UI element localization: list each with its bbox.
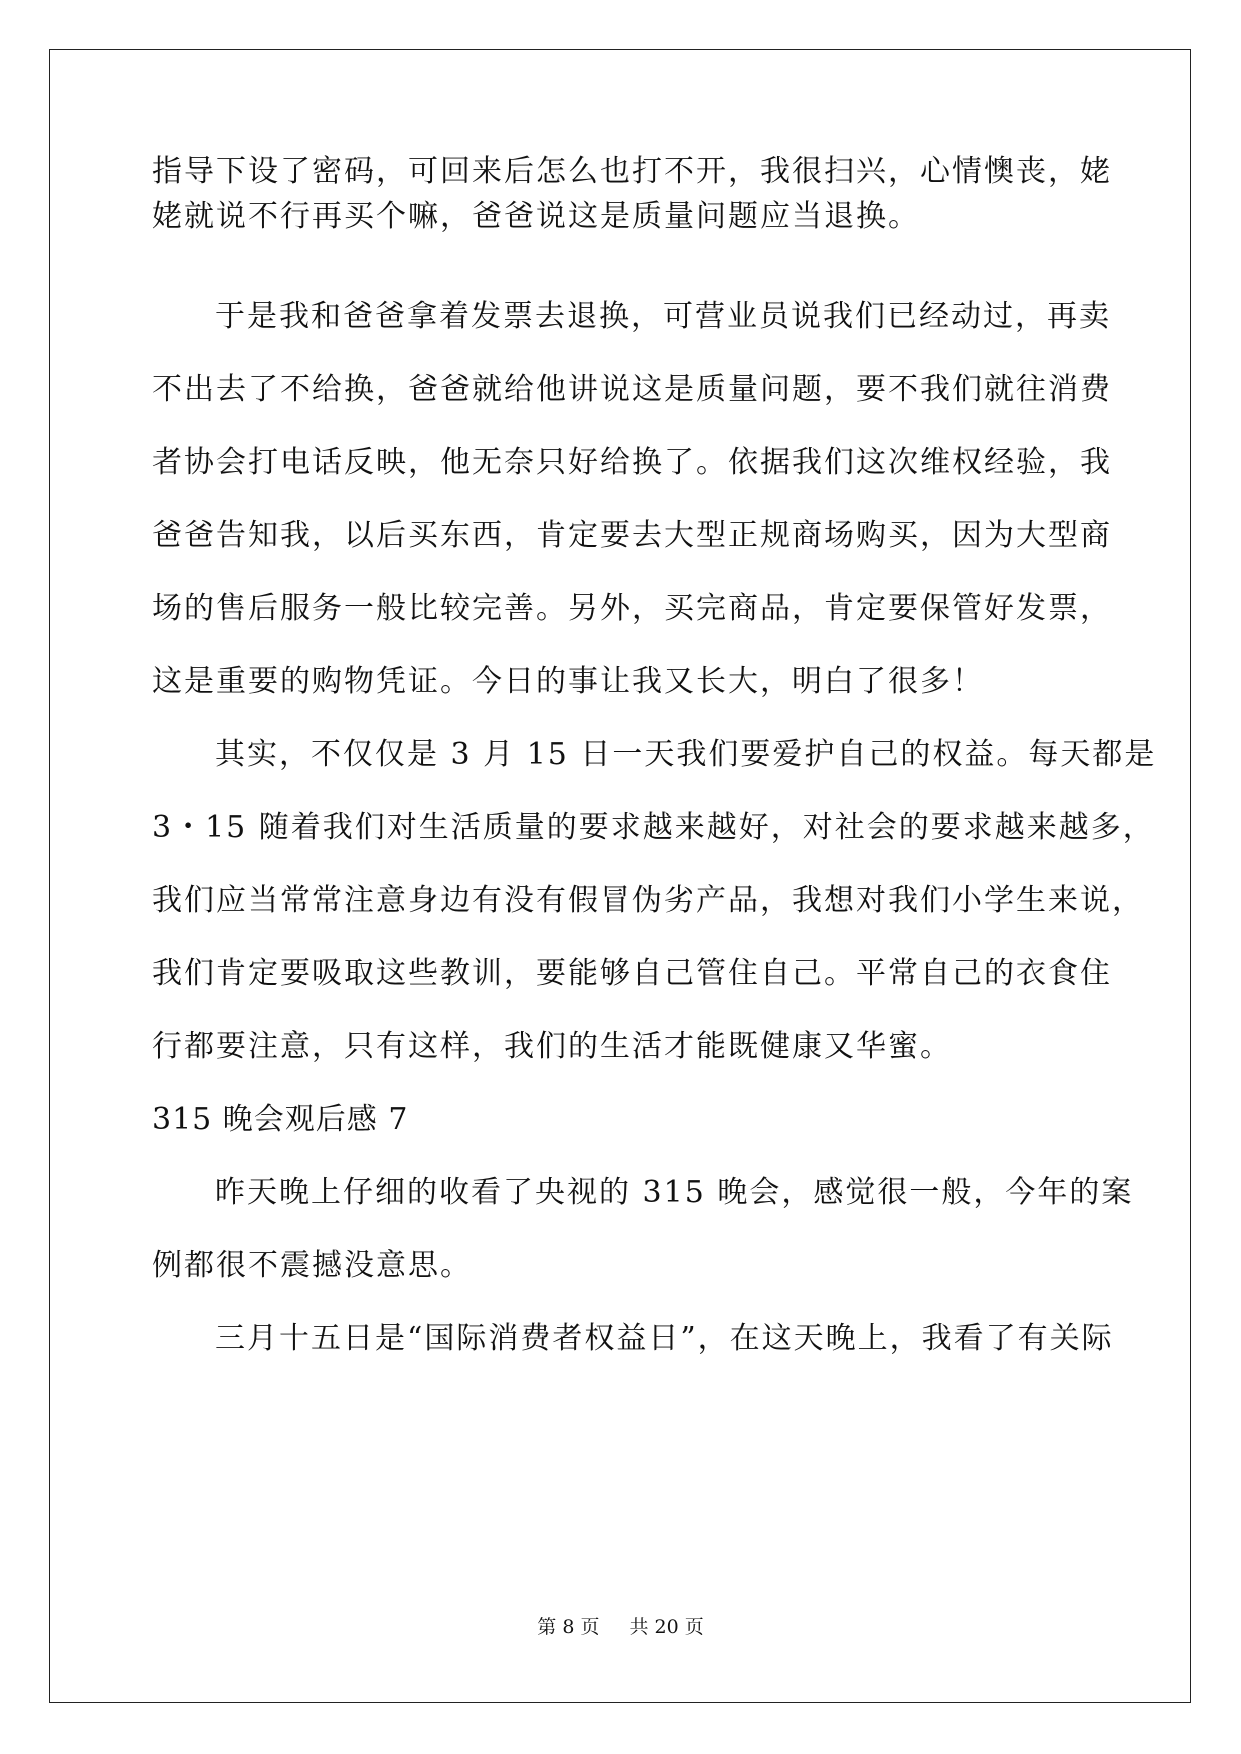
text-line-8: 这是重要的购物凭证。今日的事让我又长大，明白了很多！	[152, 664, 984, 699]
text-line-1: 指导下设了密码，可回来后怎么也打不开，我很扫兴，心情懊丧，姥	[152, 154, 1112, 189]
page-footer	[0, 1612, 1241, 1639]
text-line-16: 三月十五日是“国际消费者权益日”，在这天晚上，我看了有关际	[215, 1321, 1114, 1356]
text-line-6: 爸爸告知我，以后买东西，肯定要去大型正规商场购买，因为大型商	[152, 518, 1112, 553]
text-line-7: 场的售后服务一般比较完善。另外，买完商品，肯定要保管好发票，	[152, 591, 1112, 626]
text-line-10: 3・15 随着我们对生活质量的要求越来越好，对社会的要求越来越多，	[152, 810, 1155, 845]
text-line-2: 姥就说不行再买个嘛，爸爸说这是质量问题应当退换。	[152, 199, 920, 234]
page-total: 共 20 页	[629, 1616, 704, 1638]
text-line-4: 不出去了不给换，爸爸就给他讲说这是质量问题，要不我们就往消费	[152, 372, 1112, 407]
page-number: 第 8 页	[537, 1616, 600, 1638]
text-line-14: 昨天晚上仔细的收看了央视的 315 晚会，感觉很一般，今年的案	[215, 1175, 1134, 1210]
text-line-12: 我们肯定要吸取这些教训，要能够自己管住自己。平常自己的衣食住	[152, 956, 1112, 991]
text-line-15: 例都很不震撼没意思。	[152, 1248, 472, 1283]
text-line-5: 者协会打电话反映，他无奈只好给换了。依据我们这次维权经验，我	[152, 445, 1112, 480]
text-line-9: 其实，不仅仅是 3 月 15 日一天我们要爱护自己的权益。每天都是	[215, 737, 1157, 772]
text-line-3: 于是我和爸爸拿着发票去退换，可营业员说我们已经动过，再卖	[215, 299, 1111, 334]
text-line-11: 我们应当常常注意身边有没有假冒伪劣产品，我想对我们小学生来说，	[152, 883, 1144, 918]
section-heading: 315 晚会观后感 7	[152, 1102, 409, 1137]
text-line-13: 行都要注意，只有这样，我们的生活才能既健康又华蜜。	[152, 1029, 952, 1064]
